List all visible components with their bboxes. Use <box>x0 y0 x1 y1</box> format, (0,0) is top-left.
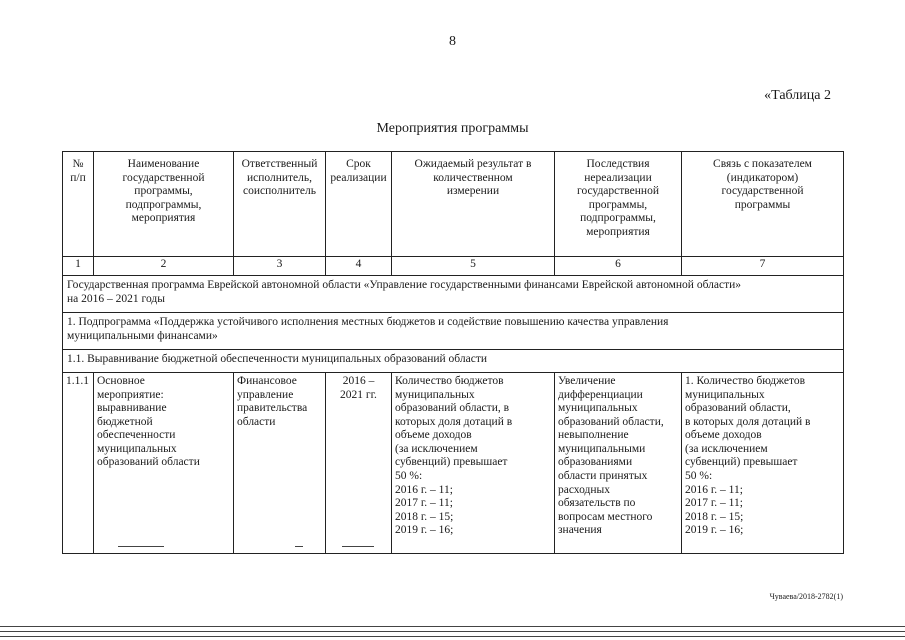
result-cell <box>392 373 555 554</box>
text-line: п/п <box>70 171 86 184</box>
text-line: субвенций) превышает <box>395 456 508 469</box>
text-line: правительства <box>237 402 308 415</box>
text-line: программы, <box>134 185 193 198</box>
text-line: 50 %: <box>395 469 423 482</box>
header-cell <box>63 152 94 257</box>
text-line: области <box>237 415 276 428</box>
text-line: Увеличение <box>558 375 616 387</box>
text-line: 2016 – <box>342 375 375 387</box>
text-line: вопросам местного <box>558 510 653 523</box>
indicator-cell <box>682 373 844 554</box>
text-line: Ожидаемый результат в <box>414 158 532 170</box>
subprogram-section-row <box>63 313 844 350</box>
text-line: нереализации <box>584 171 652 184</box>
text-line: образований области, <box>685 402 791 415</box>
text-line: муниципальных <box>97 442 177 455</box>
document-title: Мероприятия программы <box>376 121 529 136</box>
header-cell <box>234 152 326 257</box>
footer-code: Чуваева/2018-2782(1) <box>769 592 843 601</box>
text-line: 2017 г. – 11; <box>685 497 743 510</box>
measure-name-cell <box>94 373 234 554</box>
text-line: Ответственный <box>241 158 318 170</box>
text-line: расходных <box>558 483 611 496</box>
text-line: которых доля дотаций в <box>395 415 513 428</box>
term <box>329 375 388 402</box>
text-line: образований области <box>97 456 200 469</box>
table-row <box>63 373 844 554</box>
column-number: 2 <box>94 257 234 276</box>
text-line: образований области, <box>558 415 664 428</box>
dash-mark <box>118 546 164 547</box>
text-line: субвенций) превышает <box>685 456 798 469</box>
text-line: программы, <box>588 198 648 211</box>
text-line: невыполнение <box>558 429 629 442</box>
text-line: программы <box>734 198 791 211</box>
text-line: государственной <box>577 185 659 198</box>
text-line: значения <box>558 524 602 537</box>
text-line: бюджетной <box>97 415 153 428</box>
header-cell <box>326 152 392 257</box>
text-line: 2019 г. – 16; <box>685 524 744 537</box>
text-line: мероприятие: <box>97 388 164 401</box>
text-line: в которых доля дотаций в <box>685 415 811 428</box>
text-line: соисполнитель <box>242 185 317 198</box>
text-line: 50 %: <box>685 469 713 482</box>
bottom-rule <box>0 631 905 632</box>
text-line: управление <box>237 388 294 401</box>
dash-mark <box>342 546 374 547</box>
item-section-title: 1.1. Выравнивание бюджетной обеспеченности муниципальных образований области <box>63 350 844 373</box>
text-line: Количество бюджетов <box>395 375 504 387</box>
item-section-row <box>63 350 844 373</box>
column-number-row <box>63 257 844 276</box>
text-line: муниципальными финансами» <box>67 329 218 342</box>
text-line: (за исключением <box>395 442 478 455</box>
text-line: государственной <box>721 185 804 198</box>
text-line: Срок <box>346 158 371 170</box>
bottom-rule <box>0 636 905 637</box>
bottom-rule <box>0 626 905 627</box>
text-line: обязательств по <box>558 497 636 510</box>
text-line: муниципальных <box>558 402 638 415</box>
dash-mark <box>295 546 303 547</box>
term-cell <box>326 373 392 554</box>
text-line: количественном <box>433 171 513 184</box>
row-number: 1.1.1 <box>63 373 94 554</box>
column-number: 5 <box>392 257 555 276</box>
executor-cell <box>234 373 326 554</box>
text-line: исполнитель, <box>246 171 313 184</box>
header-cell <box>94 152 234 257</box>
text-line: мероприятия <box>131 212 196 225</box>
header-cell <box>392 152 555 257</box>
table-caption: «Таблица 2 <box>764 88 831 103</box>
text-line: Основное <box>97 375 145 387</box>
text-line: муниципальных <box>395 388 475 401</box>
text-line: области принятых <box>558 469 648 482</box>
text-line: 1. Количество бюджетов <box>685 375 806 387</box>
column-number: 4 <box>326 257 392 276</box>
text-line: 1. Подпрограмма «Поддержка устойчивого исполнения местных бюджетов и содействие повышению качества управления <box>67 316 669 328</box>
column-number: 6 <box>555 257 682 276</box>
text-line: Государственная программа Еврейской автономной области «Управление государственными финансами Еврейской автономной области» <box>67 279 742 291</box>
text-line: 2017 г. – 11; <box>395 497 453 510</box>
text-line: муниципальных <box>685 388 765 401</box>
text-line: на 2016 – 2021 годы <box>67 292 165 305</box>
text-line: 2021 гг. <box>340 388 377 401</box>
text-line: 2016 г. – 11; <box>395 483 453 496</box>
subprogram-section-title <box>63 313 844 350</box>
text-line: подпрограммы, <box>125 198 202 211</box>
text-line: государственной <box>122 171 205 184</box>
text-line: 2019 г. – 16; <box>395 524 454 537</box>
column-number: 1 <box>63 257 94 276</box>
program-section-row <box>63 276 844 313</box>
header-cell <box>682 152 844 257</box>
column-number: 7 <box>682 257 844 276</box>
text-line: (индикатором) <box>726 171 799 184</box>
text-line: объеме доходов <box>685 429 762 442</box>
text-line: Последствия <box>586 158 650 170</box>
text-line: муниципальными <box>558 442 646 455</box>
text-line: обеспеченности <box>97 429 176 442</box>
header-cell <box>555 152 682 257</box>
table-header-row <box>63 152 844 257</box>
program-section-title <box>63 276 844 313</box>
text-line: (за исключением <box>685 442 768 455</box>
executor <box>237 375 322 429</box>
column-number: 3 <box>234 257 326 276</box>
text-line: дифференциации <box>558 388 643 401</box>
text-line: подпрограммы, <box>580 212 656 225</box>
text-line: измерении <box>446 185 500 198</box>
text-line: реализации <box>330 171 387 184</box>
measure-name <box>97 375 230 470</box>
text-line: образованиями <box>558 456 633 469</box>
program-measures-table <box>62 151 844 554</box>
text-line: 2016 г. – 11; <box>685 483 743 496</box>
text-line: выравнивание <box>97 402 167 415</box>
text-line: Финансовое <box>237 375 297 387</box>
text-line: 2018 г. – 15; <box>685 510 744 523</box>
consequences-cell <box>555 373 682 554</box>
text-line: Связь с показателем <box>713 158 812 170</box>
text-line: 2018 г. – 15; <box>395 510 454 523</box>
text-line: образований области, в <box>395 402 510 415</box>
text-line: Наименование <box>127 158 200 170</box>
text-line: объеме доходов <box>395 429 472 442</box>
page-number: 8 <box>449 34 456 49</box>
text-line: мероприятия <box>586 225 650 238</box>
text-line: № <box>72 158 84 170</box>
